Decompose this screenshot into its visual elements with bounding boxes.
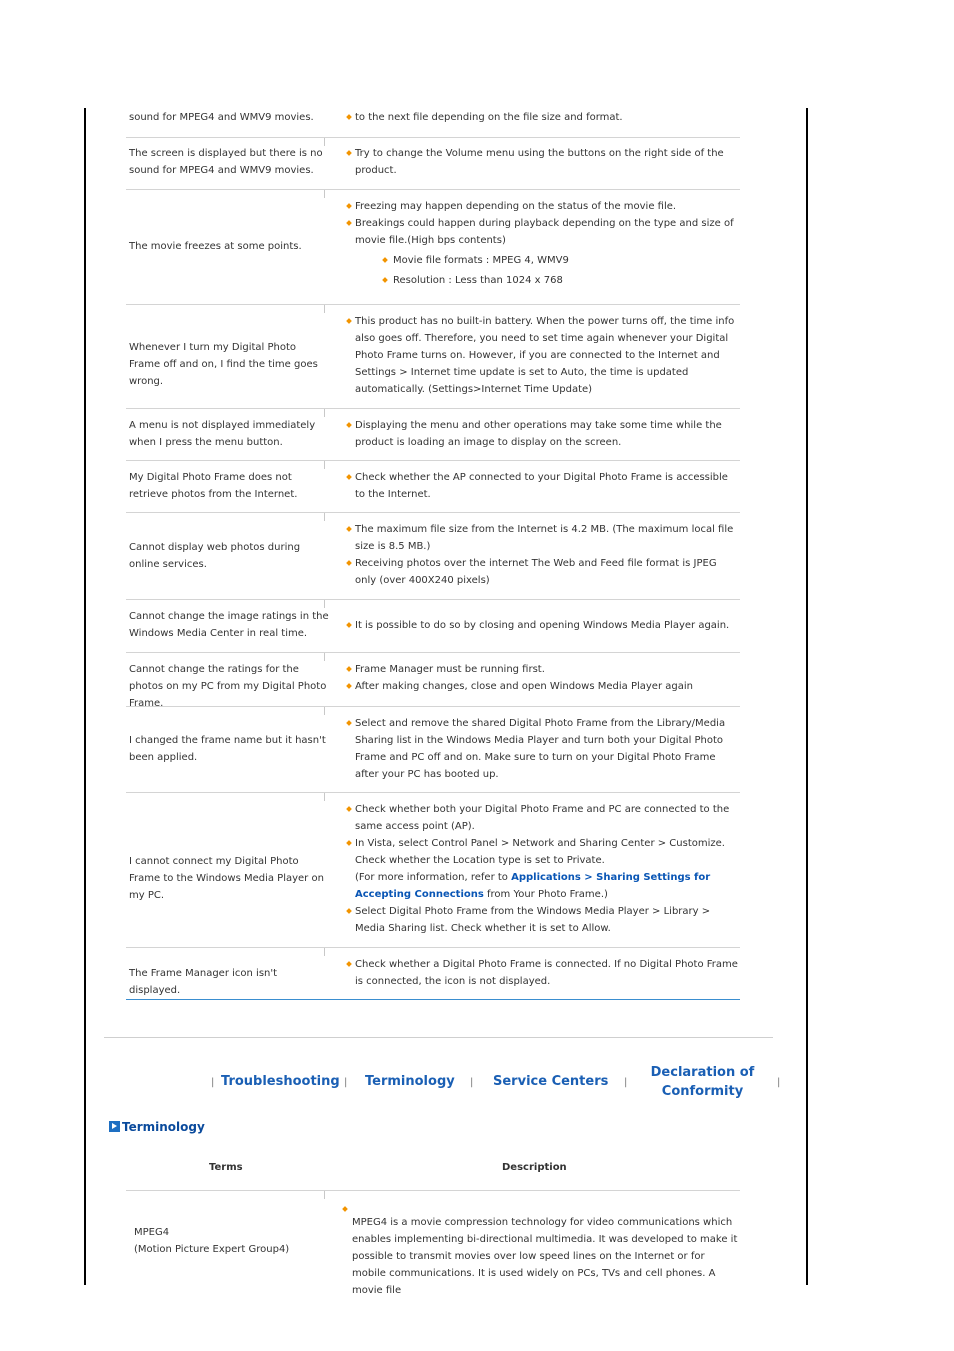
column-divider-tick xyxy=(324,600,325,608)
faq-row xyxy=(126,138,740,190)
header-divider xyxy=(126,1190,740,1191)
faq-question: Whenever I turn my Digital Photo Frame off and on, I find the time goes wrong. xyxy=(129,342,318,387)
terminology-section-title xyxy=(109,1120,205,1134)
applications-sharing-settings-link[interactable]: Applications > Sharing Settings for Accepting Connections xyxy=(355,872,711,900)
nav-separator: | xyxy=(211,1077,215,1088)
faq-answer-subbullet: Resolution : Less than 1024 x 768 xyxy=(393,272,740,289)
faq-answer-bullet: It is possible to do so by closing and opening Windows Media Player again. xyxy=(355,617,740,634)
faq-answer xyxy=(355,417,740,451)
nav-separator: | xyxy=(344,1077,348,1088)
term-description: MPEG4 is a movie compression technology for video communications which enables implementing bi-directional multimedia. It was developed to make it possible to transmit movies over low speed lines on the Internet or for mobile communications. It is used widely on PCs, TVs and cell phones. A movie file xyxy=(352,1217,738,1296)
left-frame-border xyxy=(84,108,86,1285)
faq-answer-bullet: The maximum file size from the Internet is 4.2 MB. (The maximum local file size is 8.5 MB.) xyxy=(355,521,740,555)
faq-answer-bullet: Try to change the Volume menu using the buttons on the right side of the product. xyxy=(355,145,740,179)
section-divider xyxy=(104,1037,773,1038)
note-prefix: (For more information, refer to xyxy=(355,872,512,883)
faq-answer-bullet: Frame Manager must be running first. xyxy=(355,661,740,678)
faq-question: I changed the frame name but it hasn't been applied. xyxy=(129,735,326,763)
faq-answer xyxy=(355,661,740,695)
faq-row xyxy=(126,948,740,1000)
faq-row xyxy=(126,461,740,513)
faq-answer-bullet: Breakings could happen during playback depending on the type and size of movie file.(High bps contents) xyxy=(355,215,740,249)
faq-answer-bullet: Select Digital Photo Frame from the Windows Media Player > Library > Media Sharing list. Check whether it is set to Allow. xyxy=(355,903,740,937)
column-divider-tick xyxy=(324,190,325,198)
nav-declaration-line1: Declaration of xyxy=(650,1065,755,1080)
column-header-description: Description xyxy=(502,1162,567,1173)
column-divider-tick xyxy=(324,653,325,661)
faq-question: The Frame Manager icon isn't displayed. xyxy=(129,968,278,996)
nav-separator: | xyxy=(470,1077,474,1088)
nav-terminology-link[interactable]: Terminology xyxy=(365,1074,455,1089)
column-divider-tick xyxy=(324,1191,325,1199)
faq-row xyxy=(126,600,740,653)
faq-answer-note xyxy=(355,869,740,903)
faq-answer xyxy=(355,956,740,990)
faq-answer-bullet: Freezing may happen depending on the status of the movie file. xyxy=(355,198,740,215)
faq-answer xyxy=(355,715,740,783)
faq-answer xyxy=(355,198,740,292)
note-suffix: from Your Photo Frame.) xyxy=(483,889,608,900)
column-divider-tick xyxy=(324,305,325,313)
faq-row xyxy=(126,190,740,305)
faq-question: The screen is displayed but there is no sound for MPEG4 and WMV9 movies. xyxy=(129,148,323,176)
faq-answer xyxy=(355,801,740,937)
faq-row xyxy=(126,513,740,600)
faq-row xyxy=(126,305,740,409)
faq-row xyxy=(126,653,740,707)
faq-question: My Digital Photo Frame does not retrieve photos from the Internet. xyxy=(129,472,298,500)
faq-answer xyxy=(355,109,740,126)
faq-row xyxy=(126,793,740,948)
faq-answer-bullet: After making changes, close and open Windows Media Player again xyxy=(355,678,740,695)
nav-declaration-of-conformity-link[interactable] xyxy=(650,1063,755,1101)
term-line1: MPEG4 xyxy=(134,1227,170,1238)
faq-answer-bullet: Receiving photos over the internet The Web and Feed file format is JPEG only (over 400X240 pixels) xyxy=(355,555,740,589)
faq-answer-bullet: Displaying the menu and other operations may take some time while the product is loading an image to display on the screen. xyxy=(355,417,740,451)
faq-row xyxy=(126,707,740,793)
faq-answer-bullet: Check whether a Digital Photo Frame is connected. If no Digital Photo Frame is connected, the icon is not displayed. xyxy=(355,956,740,990)
faq-answer-bullet: This product has no built-in battery. When the power turns off, the time info also goes off. Therefore, you need to set time again whenever your Digital Photo Frame turns on. However, if you are connected to the Internet and Settings > Internet time update is set to Auto, the time is updated automatically. (Settings>Internet Time Update) xyxy=(355,313,740,398)
column-divider-tick xyxy=(324,793,325,801)
faq-answer-bullet: Check whether the AP connected to your Digital Photo Frame is accessible to the Internet. xyxy=(355,469,740,503)
faq-answer-bullet: to the next file depending on the file size and format. xyxy=(355,109,740,126)
column-divider-tick xyxy=(324,948,325,956)
faq-answer-bullet: Select and remove the shared Digital Photo Frame from the Library/Media Sharing list in the Windows Media Player and turn both your Digital Photo Frame and PC off and on. Make sure to turn on your Digital Photo Frame after your PC has booted up. xyxy=(355,715,740,783)
faq-question: The movie freezes at some points. xyxy=(129,241,302,252)
faq-question: sound for MPEG4 and WMV9 movies. xyxy=(129,112,314,123)
faq-answer-subbullet: Movie file formats : MPEG 4, WMV9 xyxy=(393,252,740,269)
faq-answer-bullet: In Vista, select Control Panel > Network and Sharing Center > Customize. Check whether the Location type is set to Private. xyxy=(355,835,740,869)
faq-question: Cannot change the image ratings in the Windows Media Center in real time. xyxy=(129,611,329,639)
nav-declaration-line2: Conformity xyxy=(661,1084,744,1099)
faq-answer-bullet: Check whether both your Digital Photo Frame and PC are connected to the same access point (AP). xyxy=(355,801,740,835)
nav-separator: | xyxy=(777,1077,781,1088)
bullet-icon xyxy=(342,1206,348,1212)
faq-question: A menu is not displayed immediately when I press the menu button. xyxy=(129,420,316,448)
faq-answer xyxy=(355,521,740,589)
faq-row xyxy=(126,409,740,461)
faq-answer xyxy=(355,469,740,503)
column-divider-tick xyxy=(324,707,325,715)
column-divider-tick xyxy=(324,409,325,417)
column-header-terms: Terms xyxy=(209,1162,243,1173)
term-name xyxy=(134,1224,289,1258)
faq-question: I cannot connect my Digital Photo Frame to the Windows Media Player on my PC. xyxy=(129,856,324,901)
column-divider-tick xyxy=(324,461,325,469)
faq-question: Cannot display web photos during online services. xyxy=(129,542,301,570)
arrow-right-icon xyxy=(109,1121,120,1132)
faq-answer xyxy=(355,617,740,634)
faq-answer xyxy=(355,313,740,398)
faq-answer xyxy=(355,145,740,179)
nav-troubleshooting-link[interactable]: Troubleshooting xyxy=(221,1074,340,1089)
nav-service-centers-link[interactable]: Service Centers xyxy=(493,1074,609,1089)
section-title-text: Terminology xyxy=(122,1120,205,1134)
term-line2: (Motion Picture Expert Group4) xyxy=(134,1244,290,1255)
right-frame-border xyxy=(806,108,808,1285)
column-divider-tick xyxy=(324,513,325,521)
faq-row xyxy=(126,108,740,138)
faq-question: Cannot change the ratings for the photos on my PC from my Digital Photo Frame. xyxy=(129,664,327,709)
nav-separator: | xyxy=(624,1077,628,1088)
